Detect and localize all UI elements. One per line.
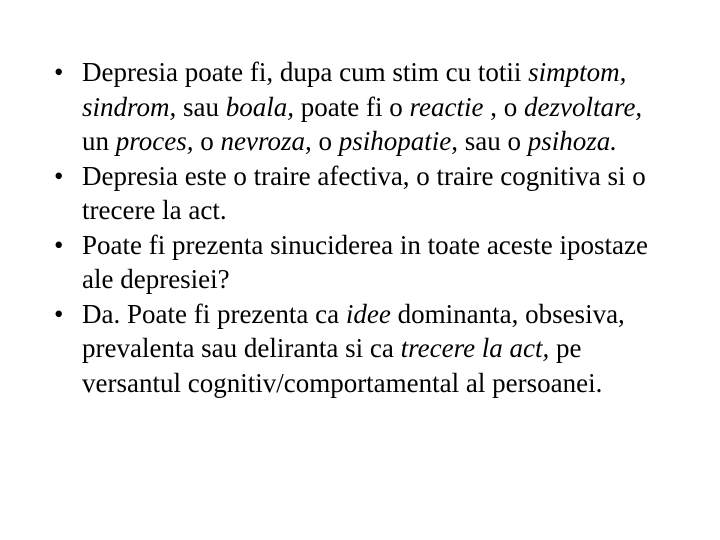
- italic-text-segment: boala,: [225, 91, 295, 122]
- bullet-marker: •: [54, 57, 64, 87]
- italic-text-segment: psihopatie,: [338, 126, 458, 156]
- text-segment: , o: [483, 91, 524, 122]
- italic-text-segment: proces,: [115, 126, 194, 156]
- bullet-text: [82, 57, 642, 156]
- text-segment: un: [82, 126, 116, 156]
- bullet-item: [52, 55, 672, 159]
- bullet-item: [52, 228, 672, 297]
- bullet-item: [52, 159, 672, 228]
- text-segment: sau: [176, 91, 226, 122]
- text-segment: Da. Poate fi prezenta ca: [82, 298, 346, 329]
- text-segment: pe versantul cognitiv/comportamental al persoanei.: [82, 333, 603, 398]
- text-segment: poate fi o: [294, 91, 410, 122]
- bullet-text: [82, 161, 646, 226]
- bullet-item: [52, 297, 672, 401]
- bullet-text: [82, 230, 648, 295]
- italic-text-segment: trecere la act,: [400, 333, 550, 363]
- text-segment: sau o: [457, 126, 528, 156]
- bullet-list: [52, 55, 672, 400]
- text-segment: dominanta, obsesiva, prevalenta sau deliranta si ca: [82, 298, 625, 363]
- text-segment: o: [311, 126, 339, 156]
- bullet-marker: •: [54, 229, 64, 260]
- bullet-marker: •: [54, 298, 64, 329]
- text-segment: o: [193, 126, 221, 156]
- italic-text-segment: simptom, sindrom,: [82, 57, 627, 122]
- italic-text-segment: reactie: [409, 91, 484, 122]
- text-segment: Poate fi prezenta sinuciderea in toate aceste ipostaze ale depresiei?: [82, 229, 648, 294]
- italic-text-segment: idee: [345, 298, 391, 329]
- italic-text-segment: nevroza,: [220, 126, 312, 156]
- text-segment: Depresia este o traire afectiva, o traire cognitiva si o trecere la act.: [82, 160, 646, 225]
- bullet-text: [82, 299, 625, 398]
- italic-text-segment: psihoza.: [527, 126, 617, 156]
- italic-text-segment: dezvoltare,: [523, 91, 643, 122]
- bullet-marker: •: [54, 160, 64, 191]
- text-segment: Depresia poate fi, dupa cum stim cu totii: [82, 57, 529, 87]
